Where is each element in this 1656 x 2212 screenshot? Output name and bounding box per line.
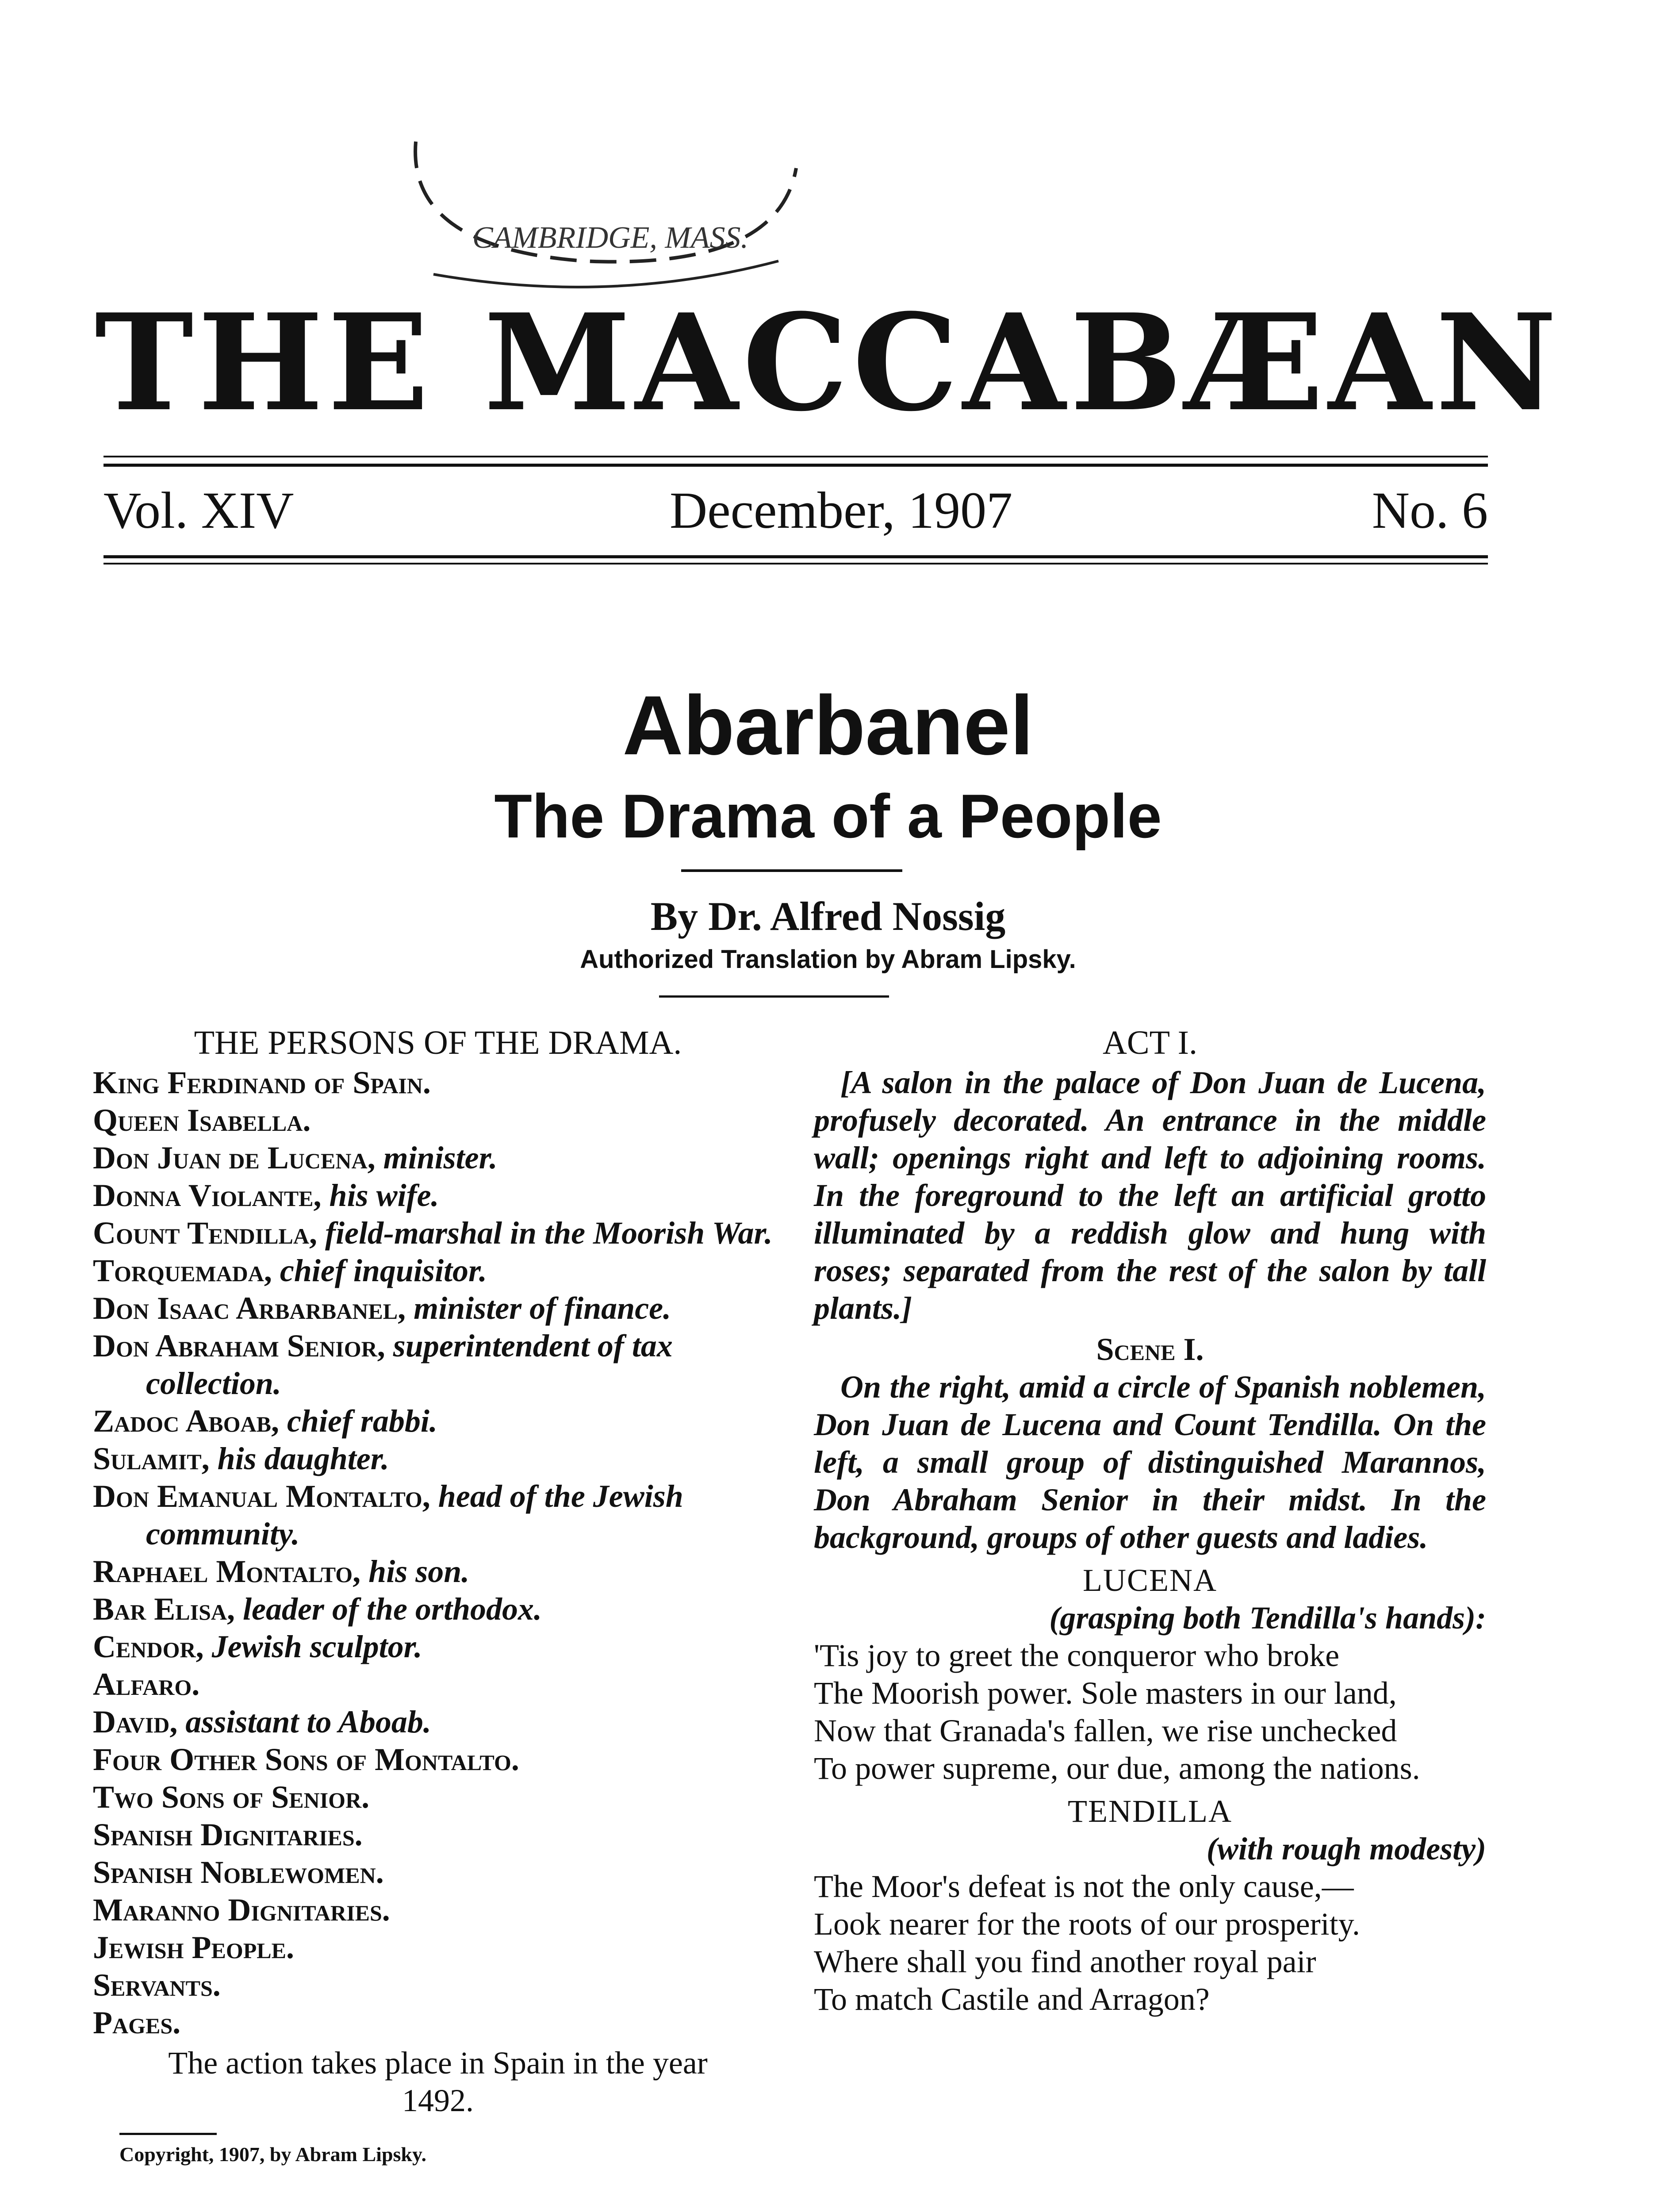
person-name: King Ferdinand of Spain. [93, 1065, 431, 1100]
verse-line: The Moor's defeat is not the only cause,— [814, 1869, 1354, 1904]
masthead-rule-top [104, 456, 1488, 457]
person-entry [93, 1590, 783, 1628]
person-entry [93, 1139, 783, 1177]
verse-line: To match Castile and Arragon? [814, 1982, 1210, 2017]
person-role: superintendent of tax collection. [146, 1328, 673, 1401]
article-translation: Authorized Translation by Abram Lipsky. [580, 945, 1076, 974]
act-heading: ACT I. [1103, 1024, 1197, 1061]
person-name: Bar Elisa, [93, 1591, 235, 1627]
verse-line: 'Tis joy to greet the conqueror who broke [814, 1638, 1340, 1673]
person-entry [93, 1741, 783, 1778]
person-entry [93, 1252, 783, 1290]
masthead-title: THE MACCABÆAN [95, 284, 1561, 441]
person-entry [93, 2004, 783, 2042]
person-name: Jewish People. [93, 1930, 294, 1965]
person-entry [93, 1440, 783, 1478]
title-divider [681, 869, 902, 872]
person-entry [93, 1666, 783, 1703]
person-name: Donna Violante, [93, 1178, 322, 1213]
person-name: Don Emanual Montalto, [93, 1479, 430, 1514]
issue-volume: Vol. XIV [104, 481, 294, 539]
person-role: assistant to Aboab. [185, 1704, 431, 1740]
setting-line-1: The action takes place in Spain in the year [168, 2045, 708, 2081]
person-name: Spanish Dignitaries. [93, 1817, 363, 1852]
persons-list [93, 1064, 783, 2042]
person-role: his son. [368, 1554, 470, 1589]
issue-rule-thin [104, 563, 1488, 565]
person-role: leader of the orthodox. [243, 1591, 542, 1627]
person-entry [93, 1929, 783, 1966]
person-name: Torquemada, [93, 1253, 272, 1288]
issue-number: No. 6 [1372, 481, 1488, 539]
person-entry [93, 1703, 783, 1741]
library-stamp [398, 115, 823, 301]
article-author: By Dr. Alfred Nossig [650, 894, 1006, 939]
person-name: Queen Isabella. [93, 1102, 311, 1138]
person-entry [93, 1891, 783, 1929]
person-name: Spanish Noblewomen. [93, 1855, 384, 1890]
verse-line: Look nearer for the roots of our prosperity. [814, 1906, 1360, 1942]
person-name: Servants. [93, 1967, 221, 2003]
verse-line: Where shall you find another royal pair [814, 1944, 1316, 1979]
person-role: Jewish sculptor. [211, 1629, 422, 1664]
person-name: Don Abraham Senior, [93, 1328, 385, 1363]
article-title: Abarbanel [622, 679, 1034, 772]
person-entry [93, 1290, 783, 1327]
direction-tendilla: (with rough modesty) [1206, 1831, 1486, 1866]
person-entry [93, 1064, 783, 1102]
persons-heading: THE PERSONS OF THE DRAMA. [194, 1024, 682, 1061]
person-entry [93, 1214, 783, 1252]
act-column [814, 1022, 1486, 2018]
person-entry [93, 1854, 783, 1891]
person-name: Cendor, [93, 1629, 204, 1664]
verse-line: To power supreme, our due, among the nations. [814, 1751, 1420, 1786]
person-name: Four Other Sons of Montalto. [93, 1742, 519, 1777]
verse-line: The Moorish power. Sole masters in our land, [814, 1675, 1397, 1711]
speaker-tendilla: TENDILLA [1068, 1793, 1232, 1829]
person-role: his daughter. [217, 1441, 389, 1476]
scene-heading: Scene I. [1096, 1332, 1204, 1367]
person-name: Raphael Montalto, [93, 1554, 361, 1589]
person-name: Pages. [93, 2005, 181, 2040]
footnote-rule [119, 2133, 217, 2135]
person-role: chief inquisitor. [280, 1253, 487, 1288]
persons-column [93, 1022, 783, 2168]
person-entry [93, 1816, 783, 1854]
person-entry [93, 1402, 783, 1440]
person-role: minister. [383, 1140, 498, 1175]
direction-lucena: (grasping both Tendilla's hands): [1049, 1600, 1486, 1636]
stamp-text: CAMBRIDGE, MASS. [472, 221, 749, 255]
header-divider [659, 995, 889, 998]
setting-line-2: 1492. [402, 2083, 474, 2118]
person-entry [93, 1102, 783, 1139]
scene-direction: On the right, amid a circle of Spanish noblemen, Don Juan de Lucena and Count Tendilla. On the left, a small group of distinguished Marannos, Don Abraham Senior in their midst. In the background, groups of other guests and ladies. [814, 1369, 1486, 1555]
person-role: minister of finance. [414, 1290, 671, 1326]
person-name: Two Sons of Senior. [93, 1779, 370, 1815]
person-entry [93, 1778, 783, 1816]
verse-line: Now that Granada's fallen, we rise unchecked [814, 1713, 1397, 1748]
person-name: Maranno Dignitaries. [93, 1892, 390, 1928]
person-name: Zadoc Aboab, [93, 1403, 279, 1439]
speech-lucena [814, 1637, 1486, 1787]
stage-direction: [A salon in the palace of Don Juan de Lucena, profusely decorated. An entrance in the middle wall; openings right and left to adjoining rooms. In the foreground to the left an artificial grotto illuminated by a reddish glow and hung with roses; separated from the rest of the salon by tall plants.] [814, 1065, 1486, 1326]
person-name: Sulamit, [93, 1441, 210, 1476]
person-entry [93, 1628, 783, 1666]
article-subtitle: The Drama of a People [494, 781, 1162, 851]
person-entry [93, 1177, 783, 1214]
person-entry [93, 1478, 783, 1553]
person-name: David, [93, 1704, 178, 1740]
person-name: Count Tendilla, [93, 1215, 318, 1251]
person-name: Alfaro. [93, 1667, 200, 1702]
person-role: his wife. [329, 1178, 439, 1213]
issue-rule-thick [104, 555, 1488, 558]
person-role: chief rabbi. [287, 1403, 437, 1439]
masthead-rule-top-thick [104, 464, 1488, 467]
person-entry [93, 1553, 783, 1590]
person-entry [93, 1327, 783, 1402]
issue-date: December, 1907 [670, 481, 1013, 539]
person-entry [93, 1966, 783, 2004]
person-name: Don Juan de Lucena, [93, 1140, 376, 1175]
person-name: Don Isaac Arbarbanel, [93, 1290, 406, 1326]
person-role: head of the Jewish community. [146, 1479, 683, 1551]
speaker-lucena: LUCENA [1083, 1563, 1217, 1598]
person-role: field-marshal in the Moorish War. [325, 1215, 773, 1251]
speech-tendilla [814, 1868, 1486, 2018]
copyright-note: Copyright, 1907, by Abram Lipsky. [119, 2143, 426, 2166]
